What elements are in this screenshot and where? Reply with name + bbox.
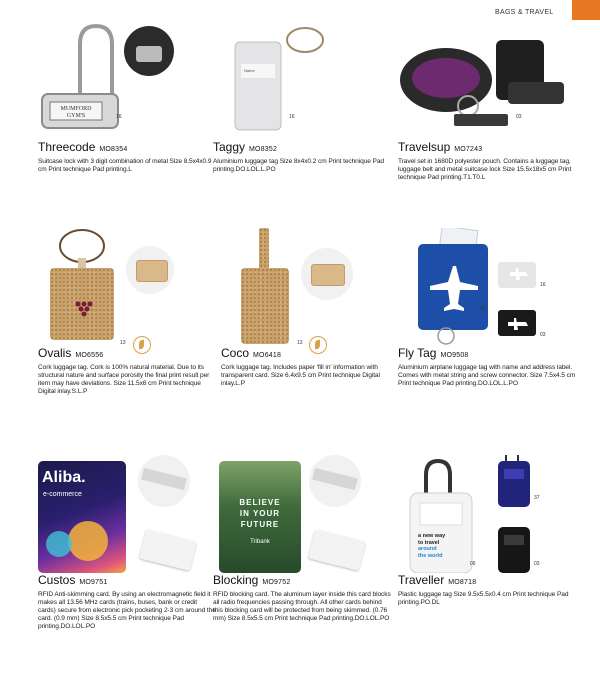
product-image (213, 455, 393, 573)
color-code: 13 (297, 340, 303, 346)
card-bank-text: Tribank (250, 539, 270, 545)
product-code: MO9508 (440, 352, 469, 359)
product-ovalis (38, 228, 218, 396)
lock-detail-circle (124, 26, 174, 76)
product-name: Taggy (213, 140, 246, 154)
card-tagline-text: e-commerce (43, 491, 82, 498)
product-code: MO9751 (79, 579, 108, 586)
rfid-card-front (38, 461, 126, 573)
section-label: BAGS & TRAVEL (495, 9, 554, 16)
product-description: RFID blocking card. The aluminum layer inside this card blocks all radio frequencies passing through. All other cards behind this blocking card will be protected from being skimmed. (0.76 mm) Size 8.5x5.5 cm Print technique Pad printing.DO.LOL.PO (213, 591, 391, 622)
color-code: 37 (480, 306, 486, 312)
lock-engraving-text: MUMFORD (60, 106, 92, 112)
product-description: Aluminium airplane luggage tag with name and address label. Comes with metal string and screw connector. Size 7.5x4.5 cm Print technique Pad printing.DO.LOL.L.PO (398, 364, 576, 387)
color-code: 06 (470, 561, 476, 567)
blocking-card-back (308, 529, 366, 571)
product-title (38, 573, 218, 590)
product-image (213, 22, 393, 140)
tag-name-text: Name (244, 68, 255, 73)
product-title (398, 573, 578, 590)
product-image (398, 455, 578, 573)
product-taggy (213, 22, 393, 174)
color-code: 16 (116, 114, 122, 120)
product-code: MO8354 (99, 146, 128, 153)
product-description: Cork luggage tag. Cork is 100% natural material. Due to its structural nature and surface porosity the final print result per item may have deviations. Size 11.5x6 cm Print technique Digital inlay.S.L.P (38, 364, 210, 395)
color-code: 16 (289, 114, 295, 120)
eco-leaf-icon (133, 336, 151, 354)
product-description: Travel set in 1680D polyester pouch. Contains a luggage tag, luggage belt and metal suitcase lock Size 15.5x18x5 cm Print technique Pad printing.T1.T0.L (398, 158, 572, 181)
tag-detail-circle (301, 248, 353, 300)
aluminium-tag-image (213, 22, 393, 140)
product-name: Coco (221, 346, 250, 360)
product-title (213, 573, 393, 590)
cork-tag-body (241, 268, 289, 344)
product-image (38, 455, 218, 573)
product-description: Aluminium luggage tag Size 8x4x0.2 cm Print technique Pad printing.DO.LOL.L.PO (213, 158, 384, 173)
product-code: MO6418 (253, 352, 282, 359)
section-color-tab (572, 0, 600, 20)
card-brand-text: Aliba. (42, 469, 86, 486)
product-blocking (213, 455, 393, 623)
cork-strap (259, 228, 269, 272)
product-name: Custos (38, 573, 76, 587)
product-name: Fly Tag (398, 346, 437, 360)
product-image (221, 228, 401, 346)
product-coco (221, 228, 401, 388)
card-slogan-line: FUTURE (240, 520, 280, 529)
product-description: RFID Anti-skimming card. By using an electromagnetic field it makes all 13.56 MHz cards (trains, buses, bank or credit cards) secure from electronic pick pocketing 2-3 cm around the card. (0.9 mm) Size 8.5x5.5 cm Print technique Pad printing.DO.LOL.PO (38, 591, 216, 630)
rfid-card-back (139, 529, 197, 571)
product-name: Threecode (38, 140, 96, 154)
card-slogan-line: BELIEVE (239, 498, 281, 507)
blocking-card-front (219, 461, 301, 573)
product-image (398, 22, 578, 140)
product-description: Suitcase lock with 3 digit combination of metal Size 8.5x4x0.9 cm Print technique Pad printing.L (38, 158, 212, 173)
airplane-tag-image (398, 228, 578, 346)
product-code: MO8352 (249, 146, 278, 153)
product-code: MO6556 (75, 352, 104, 359)
product-description: Plastic luggage tag Size 9.5x5.5x0.4 cm Print technique Pad printing.PO.DL (398, 591, 569, 606)
product-image (398, 228, 578, 346)
product-title (213, 140, 393, 157)
color-code: 16 (540, 282, 546, 288)
tag-slogan: a new way to travel around the world (418, 533, 446, 559)
eco-leaf-icon (309, 336, 327, 354)
product-travelsup (398, 22, 578, 182)
product-code: MO7243 (454, 146, 483, 153)
product-code: MO9752 (262, 579, 291, 586)
color-code: 03 (540, 332, 546, 338)
product-title (38, 140, 218, 157)
svg-text:GYM'S: GYM'S (66, 113, 86, 119)
tag-detail-circle (126, 246, 174, 294)
product-title (398, 140, 578, 157)
product-name: Blocking (213, 573, 259, 587)
product-name: Ovalis (38, 346, 72, 360)
product-custos (38, 455, 218, 631)
color-code: 13 (120, 340, 126, 346)
brand-logo-icon (74, 300, 94, 318)
product-name: Traveller (398, 573, 445, 587)
product-image (38, 22, 218, 140)
color-code: 03 (516, 114, 522, 120)
card-slogan-line: IN YOUR (239, 509, 281, 518)
product-code: MO8718 (448, 579, 477, 586)
product-image (38, 228, 218, 346)
product-description: Cork luggage tag. Includes paper 'fill in' information with transparent card. Size 6.4x9.5 cm Print technique Digital inlay.L.P (221, 364, 380, 387)
product-title (38, 346, 218, 363)
product-threecode (38, 22, 218, 174)
travel-set-image (398, 22, 578, 140)
color-code: 37 (534, 495, 540, 501)
product-name: Travelsup (398, 140, 451, 154)
product-traveller (398, 455, 578, 607)
color-code: 03 (534, 561, 540, 567)
card-edge-detail-circle (138, 455, 190, 507)
product-title (398, 346, 578, 363)
card-edge-detail-circle (309, 455, 361, 507)
product-fly-tag (398, 228, 578, 388)
